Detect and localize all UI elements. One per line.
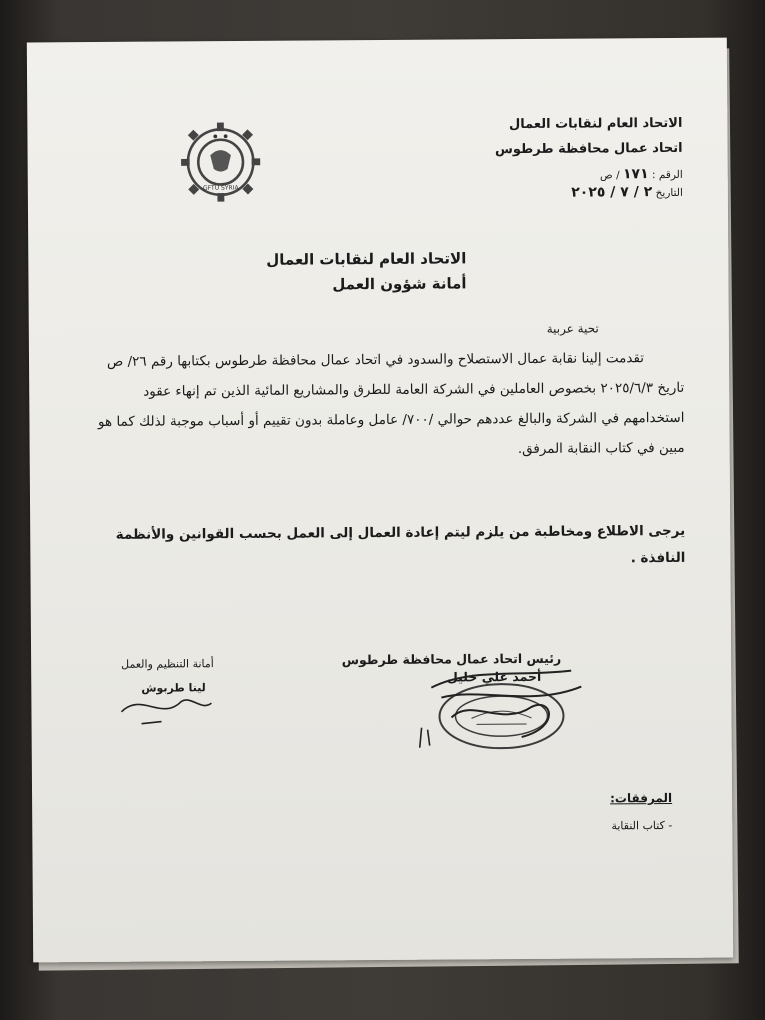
gear-emblem-icon <box>177 119 264 206</box>
request-paragraph: يرجى الاطلاع ومخاطبة من يلزم ليتم إعادة العمال إلى العمل بحسب القوانين والأنظمة النافذة . <box>115 522 686 567</box>
president-name: أحمد علي خليل <box>446 668 542 685</box>
secretary-name: لينا طربوش <box>141 681 206 695</box>
letter-page <box>27 38 733 963</box>
letter-date <box>571 184 683 201</box>
letter-date-label: التاريخ <box>655 186 683 200</box>
reference-number-label: الرقم : <box>651 168 683 182</box>
secretary-title: أمانة التنظيم والعمل <box>121 657 214 671</box>
letter-date-value: ٢ / ٧ / ٢٠٢٥ <box>571 184 653 201</box>
reference-number-suffix: / ص <box>599 169 620 182</box>
header-sub-organization: اتحاد عمال محافظة طرطوس <box>494 140 683 158</box>
reference-number-value: ١٧١ <box>622 166 649 183</box>
header-organization: الاتحاد العام لنقابات العمال <box>508 115 683 133</box>
recipient-line-2: أمانة شؤون العمل <box>332 274 467 294</box>
attachment-item: - كتاب النقابة <box>611 818 673 833</box>
body-paragraph: تقدمت إلينا نقابة عمال الاستصلاح والسدود في اتحاد عمال محافظة طرطوس بكتابها رقم ٢٦/ ص تاريخ ٢٠٢٥/٦/٣ بخصوص العاملين في الشركة العامة للطرق والمشاريع المائية الذين تم إنهاء عقود استخدامهم في الشركة والبالغ عددهم حوالي /٧٠٠/ عامل وعاملة بدون تقييم أو أسباب موجبة لذلك كما هو مبين في كتاب النقابة المرفق. <box>97 350 685 458</box>
recipient-line-1: الاتحاد العام لنقابات العمال <box>266 249 467 269</box>
logo-caption: GFTU SYRIA <box>203 184 239 192</box>
secretary-signature-icon <box>111 681 221 732</box>
greeting: تحية عربية <box>546 321 599 336</box>
president-signature-icon <box>411 656 602 752</box>
attachments-title: المرفقات: <box>610 790 673 806</box>
letter-body <box>84 343 685 467</box>
reference-number <box>600 166 683 183</box>
president-title: رئيس اتحاد عمال محافظة طرطوس <box>341 650 562 668</box>
